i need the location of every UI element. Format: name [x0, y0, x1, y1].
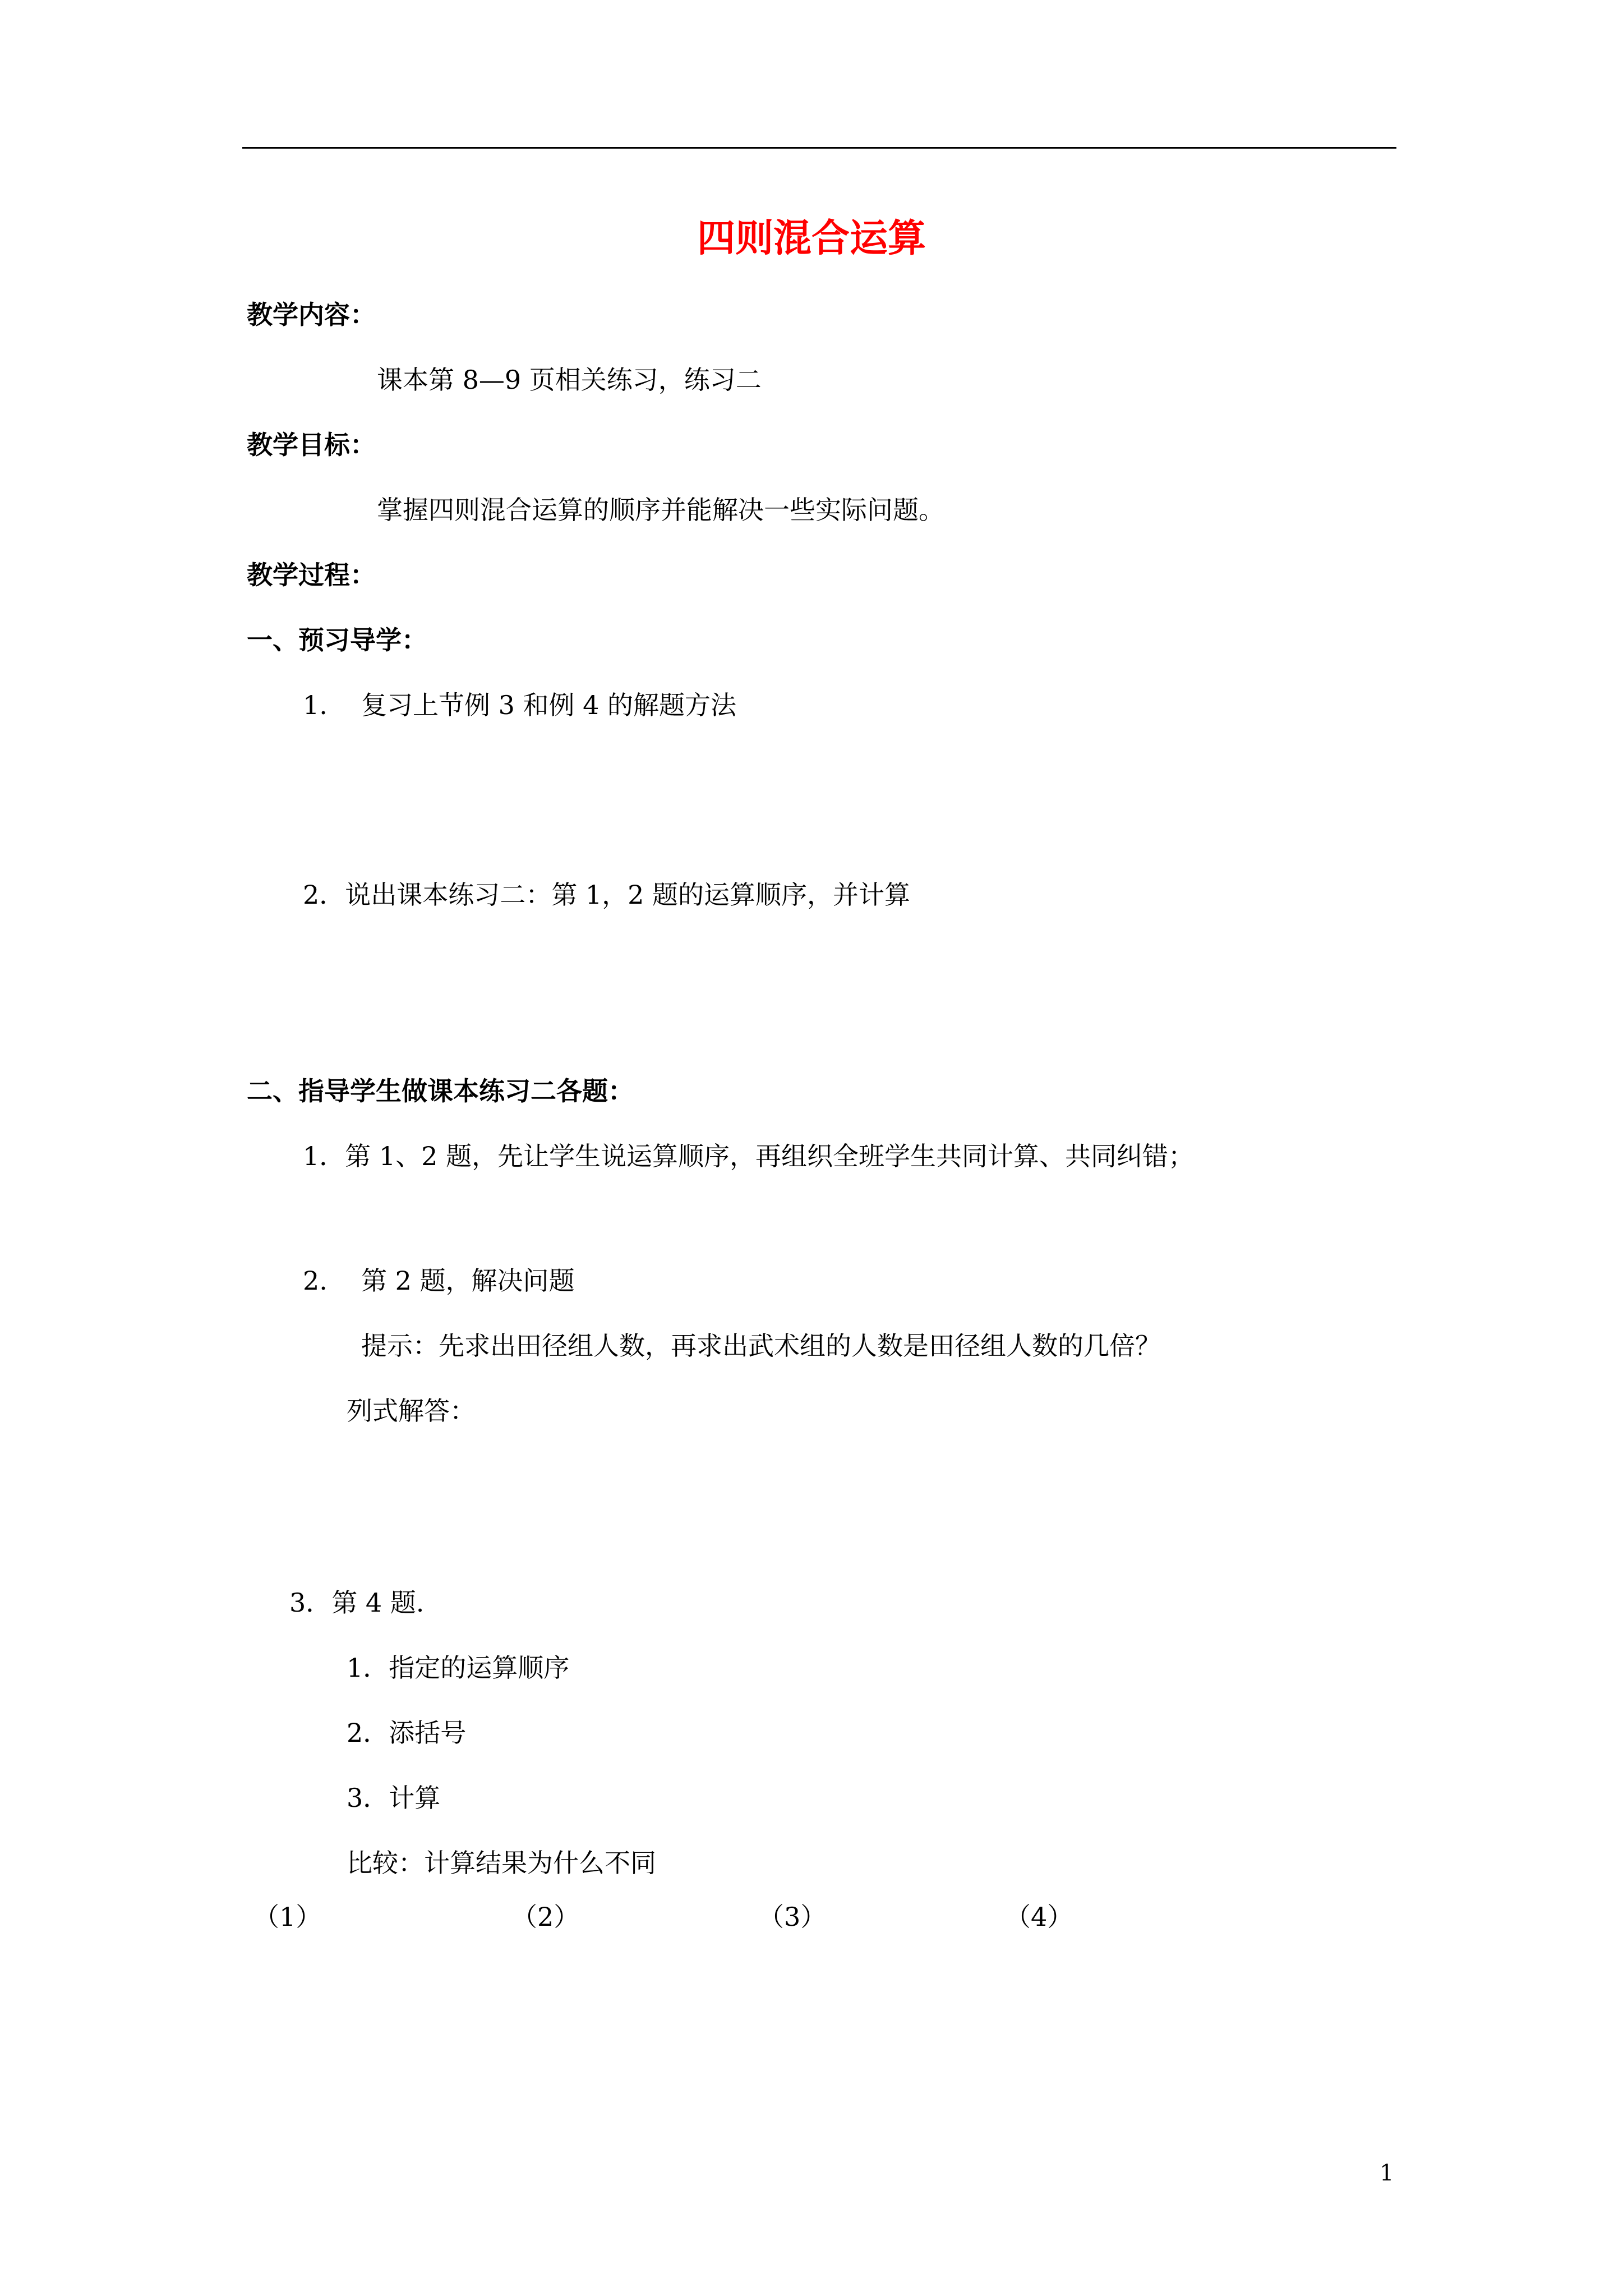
- label-1: （1）: [253, 1902, 322, 1932]
- compare-labels: [253, 1904, 1095, 1938]
- header-rule: [242, 147, 1396, 149]
- part2-item1: 1．第 1、2 题，先让学生说运算顺序，再组织全班学生共同计算、共同纠错；: [303, 1141, 1195, 1171]
- part2-item3: 3．第 4 题.: [289, 1588, 425, 1618]
- content-heading: 教学内容：: [247, 300, 376, 330]
- goal-text: 掌握四则混合运算的顺序并能解决一些实际问题。: [377, 495, 944, 525]
- part2-answer-label: 列式解答：: [347, 1396, 476, 1426]
- part2-item2-text: 第 2 题，解决问题: [361, 1266, 575, 1296]
- sub-item-2: 2．添括号: [347, 1718, 467, 1748]
- content-text: 课本第 8—9 页相关练习，练习二: [377, 365, 762, 395]
- part1-item1-text: 复习上节例 3 和例 4 的解题方法: [361, 690, 737, 720]
- sub-item-1: 1．指定的运算顺序: [347, 1653, 570, 1683]
- part2-heading: 二、指导学生做课本练习二各题：: [247, 1076, 634, 1106]
- compare-text: 比较：计算结果为什么不同: [347, 1848, 656, 1878]
- part2-item2-number: 2.: [303, 1266, 328, 1296]
- part2-hint: 提示：先求出田径组人数，再求出武术组的人数是田径组人数的几倍？: [361, 1331, 1161, 1361]
- process-heading: 教学过程：: [247, 560, 376, 590]
- sub-item-3: 3．计算: [347, 1783, 441, 1813]
- part1-item2: 2．说出课本练习二：第 1，2 题的运算顺序，并计算: [303, 880, 911, 910]
- goal-heading: 教学目标：: [247, 430, 376, 460]
- page-number: 1: [1380, 2160, 1394, 2186]
- label-2: （2）: [511, 1902, 580, 1932]
- label-4: （4）: [1005, 1902, 1073, 1932]
- page-title: 四则混合运算: [697, 217, 926, 261]
- part1-heading: 一、预习导学：: [247, 625, 427, 655]
- label-3: （3）: [758, 1902, 827, 1932]
- part1-item1-number: 1.: [303, 690, 328, 720]
